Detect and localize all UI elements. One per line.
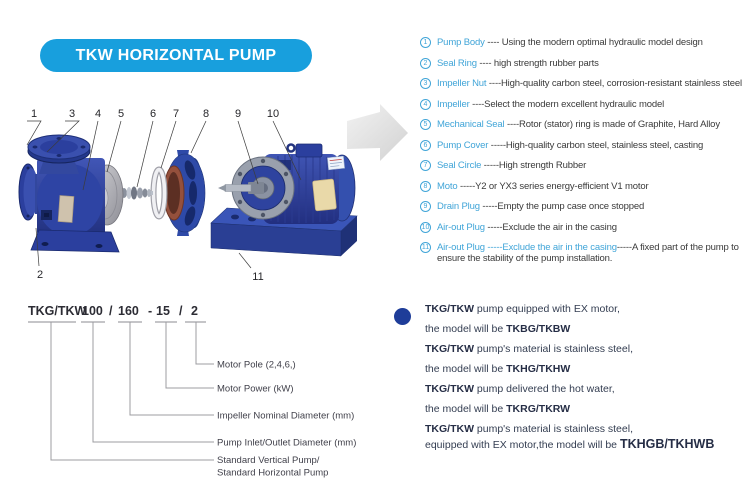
model-code-text: TKG/TKW xyxy=(425,383,474,395)
bullet-dot-icon xyxy=(394,308,411,325)
page-title: TKW HORIZONTAL PUMP xyxy=(75,46,277,64)
part-item xyxy=(420,140,754,151)
model-number-breakdown xyxy=(20,295,390,495)
breakdown-connectors xyxy=(51,322,214,460)
part-number-badge: 7 xyxy=(420,160,431,171)
callout-number: 8 xyxy=(202,108,210,120)
breakdown-labels xyxy=(217,360,356,479)
part-number-badge: 5 xyxy=(420,119,431,130)
part-number-badge: 3 xyxy=(420,78,431,89)
part-item xyxy=(420,181,754,192)
callout-number: 6 xyxy=(149,108,157,120)
part-item xyxy=(420,119,754,130)
note-text: equipped with EX motor,the model will be xyxy=(425,439,620,451)
model-segment: / xyxy=(109,304,113,318)
model-code-text: TKG/TKW xyxy=(425,303,474,315)
model-code xyxy=(28,304,198,318)
pump-nameplate xyxy=(58,196,74,223)
pump-cover-shape xyxy=(164,150,205,236)
part-name: Air-out Plug xyxy=(437,221,485,233)
model-segment: 100 xyxy=(82,304,103,318)
model-code-text: TKRG/TKRW xyxy=(506,403,571,415)
callout-number: 4 xyxy=(94,108,102,120)
breakdown-label: Impeller Nominal Diameter (mm) xyxy=(217,410,355,422)
note-text: pump equipped with EX motor, xyxy=(474,303,620,315)
note-line xyxy=(425,423,754,435)
parts-list xyxy=(420,37,754,274)
part-item xyxy=(420,58,754,69)
part-name: Mechanical Seal xyxy=(437,119,505,130)
note-line xyxy=(425,383,754,395)
note-text: the model will be xyxy=(425,363,507,375)
motor-label xyxy=(327,156,344,170)
callout-number: 5 xyxy=(117,108,125,120)
arrow-right-icon xyxy=(344,95,414,170)
model-code-text: TKG/TKW xyxy=(425,343,474,355)
note-text: pump delivered the hot water, xyxy=(474,383,615,395)
part-item xyxy=(420,78,754,89)
model-code-text: TKG/TKW xyxy=(425,423,474,435)
part-number-badge: 1 xyxy=(420,37,431,48)
part-description: ---- Using the modern optimal hydraulic model design xyxy=(484,37,703,48)
part-name: Air-out Plug -----Exclude the air in the casing xyxy=(437,242,617,253)
part-name: Impeller xyxy=(437,98,470,110)
model-code-text: TKBG/TKBW xyxy=(506,323,571,335)
callout-number: 11 xyxy=(252,271,264,283)
part-number-badge: 8 xyxy=(420,181,431,192)
note-text: pump's material is stainless steel, xyxy=(474,423,633,435)
note-text: the model will be xyxy=(425,323,507,335)
pump-exploded-diagram xyxy=(15,100,360,295)
breakdown-label: Standard Horizontal Pump xyxy=(217,467,329,479)
part-name: Pump Body xyxy=(437,37,485,48)
part-description: -----High strength Rubber xyxy=(481,160,587,171)
breakdown-label: Motor Power (kW) xyxy=(217,383,294,395)
callout-number: 2 xyxy=(36,269,44,281)
part-description: -----A fixed part of the pump to ensure the stability of the pump installation. xyxy=(437,242,742,264)
model-segment: 15 xyxy=(156,304,170,318)
part-description: ----Rotor (stator) ring is made of Graphite, Hard Alloy xyxy=(504,119,720,130)
part-name: Pump Cover xyxy=(437,139,489,151)
model-segment: / xyxy=(179,304,183,318)
note-text: the model will be xyxy=(425,403,507,415)
seal-circle-shape xyxy=(154,170,165,217)
note-text: pump's material is stainless steel, xyxy=(474,343,633,355)
part-name: Seal Ring xyxy=(437,57,477,69)
part-number-badge: 6 xyxy=(420,140,431,151)
part-item xyxy=(420,242,754,264)
part-description: -----High-quality carbon steel, stainless steel, casting xyxy=(488,139,704,151)
model-code-text: TKHGB/TKHWB xyxy=(619,437,715,451)
part-description: ----High-quality carbon steel, corrosion-resistant stainless steel xyxy=(486,78,742,89)
model-code-text: TKHG/TKHW xyxy=(506,363,571,375)
part-name: Moto xyxy=(437,180,458,192)
part-item xyxy=(420,37,754,48)
breakdown-label: Pump Inlet/Outlet Diameter (mm) xyxy=(217,437,357,449)
model-segment: 160 xyxy=(118,304,139,318)
part-description: -----Y2 or YX3 series energy-efficient V1 motor xyxy=(457,180,649,192)
note-line xyxy=(425,343,754,355)
note-line xyxy=(425,303,754,315)
breakdown-label: Motor Pole (2,4,6,) xyxy=(217,359,296,371)
lifting-eye-icon xyxy=(288,145,295,152)
callout-number: 9 xyxy=(234,108,242,120)
model-segment: TKG/TKW xyxy=(28,304,87,318)
part-number-badge: 10 xyxy=(421,223,430,231)
note-line xyxy=(425,438,754,451)
part-item xyxy=(420,222,754,233)
note-line xyxy=(425,363,754,375)
note-line xyxy=(425,403,754,415)
part-number-badge: 2 xyxy=(420,58,431,69)
part-name: Seal Circle xyxy=(437,160,482,171)
callout-number: 3 xyxy=(68,108,76,120)
part-number-badge: 9 xyxy=(420,201,431,212)
part-description: -----Empty the pump case once stopped xyxy=(479,201,645,212)
part-name: Impeller Nut xyxy=(437,78,487,89)
callout-number: 7 xyxy=(172,108,180,120)
pump-body-shape xyxy=(19,135,119,252)
note-line xyxy=(425,323,754,335)
model-segment: 2 xyxy=(191,304,198,318)
part-item xyxy=(420,201,754,212)
title-banner xyxy=(40,39,312,72)
model-segment: - xyxy=(148,304,153,318)
model-variants-notes xyxy=(392,303,754,459)
callout-number: 1 xyxy=(30,108,38,120)
part-description: -----Exclude the air in the casing xyxy=(484,221,617,233)
callout-number: 10 xyxy=(266,108,280,120)
part-description: ---- high strength rubber parts xyxy=(476,57,599,69)
part-description: ----Select the modern excellent hydraulic model xyxy=(469,98,665,110)
part-item xyxy=(420,99,754,110)
part-name: Drain Plug xyxy=(437,201,480,212)
mechanical-seal-shape xyxy=(119,187,153,200)
part-number-badge: 11 xyxy=(421,244,430,251)
part-number-badge: 4 xyxy=(420,99,431,110)
breakdown-label: Standard Vertical Pump/ xyxy=(217,455,320,466)
motor-nameplate xyxy=(312,179,336,211)
part-item xyxy=(420,160,754,171)
